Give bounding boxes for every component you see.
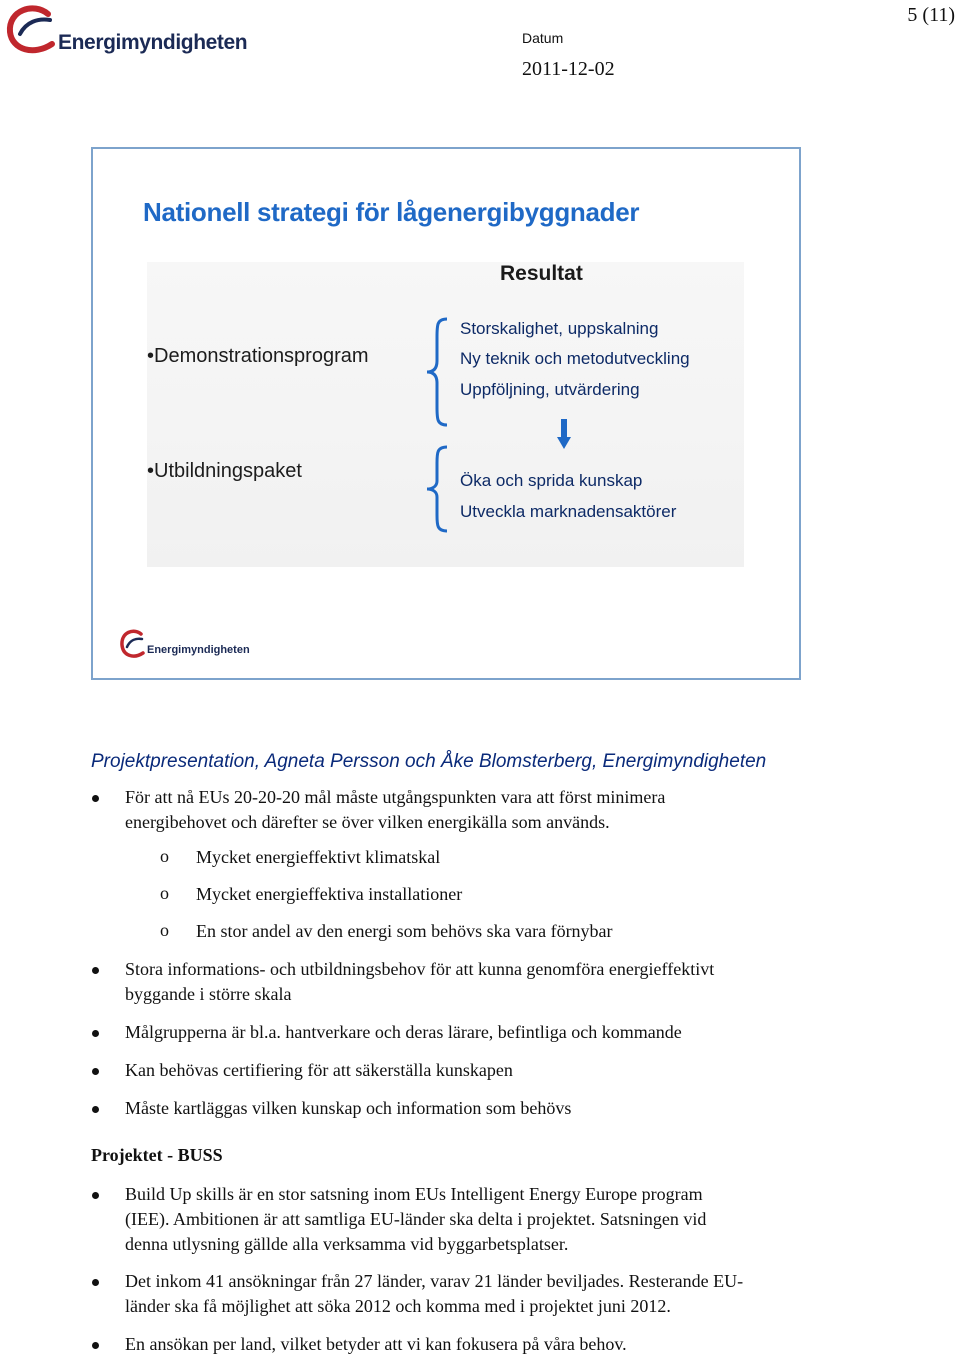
sub-item: Mycket energieffektiva installationer xyxy=(196,884,463,904)
brace-icon xyxy=(425,317,451,427)
embedded-slide xyxy=(91,147,801,680)
left-item-demonstration: •Demonstrationsprogram xyxy=(147,345,369,367)
bullet-text: denna utlysning gällde alla verksamma vid byggarbetsplatser. xyxy=(125,1234,569,1254)
page-number: 5 (11) xyxy=(907,4,955,26)
sub-item: En stor andel av den energi som behövs ska vara förnybar xyxy=(196,921,613,941)
brace-icon xyxy=(425,445,451,533)
bullet-text: länder ska få möjlighet att söka 2012 och komma med i projektet juni 2012. xyxy=(125,1296,671,1316)
energimyndigheten-logo xyxy=(4,4,248,58)
result-item: Öka och sprida kunskap xyxy=(460,471,643,490)
sub-bullet-icon: o xyxy=(160,920,169,940)
result-item: Utveckla marknadensaktörer xyxy=(460,502,677,521)
bullet-text: Måste kartläggas vilken kunskap och information som behövs xyxy=(125,1098,572,1118)
result-item: Uppföljning, utvärdering xyxy=(460,380,640,399)
result-item: Ny teknik och metodutveckling xyxy=(460,349,690,368)
bullet-text: Det inkom 41 ansökningar från 27 länder, varav 21 länder beviljades. Resterande EU- xyxy=(125,1271,744,1291)
slide-logo xyxy=(119,629,259,663)
sub-bullet-icon: o xyxy=(160,883,169,903)
result-item: Storskalighet, uppskalning xyxy=(460,319,659,338)
date-label: Datum xyxy=(522,30,564,46)
bullet-text: Build Up skills är en stor satsning inom EUs Intelligent Energy Europe program xyxy=(125,1184,703,1204)
logo-swoosh-icon xyxy=(4,4,64,58)
section-heading: Projektet - BUSS xyxy=(91,1145,223,1165)
slide-title: Nationell strategi för lågenergibyggnader xyxy=(143,197,640,227)
arrow-down-icon xyxy=(556,417,572,451)
bullet-icon xyxy=(92,795,99,802)
bullet-text: (IEE). Ambitionen är att samtliga EU-länder ska delta i projektet. Satsningen vid xyxy=(125,1209,707,1229)
date-value: 2011-12-02 xyxy=(522,58,615,80)
logo-text: Energimyndigheten xyxy=(58,31,248,54)
bullet-text: energibehovet och därefter se över vilken energikälla som används. xyxy=(125,812,610,832)
left-item-education: •Utbildningspaket xyxy=(147,460,302,482)
bullet-text: Stora informations- och utbildningsbehov för att kunna genomföra energieffektivt xyxy=(125,959,715,979)
slide-caption: Projektpresentation, Agneta Persson och Åke Blomsterberg, Energimyndigheten xyxy=(91,751,767,772)
bullet-icon xyxy=(92,1192,99,1199)
bullet-text: För att nå EUs 20-20-20 mål måste utgångspunkten vara att först minimera xyxy=(125,787,666,807)
bullet-text: Kan behövas certifiering för att säkerställa kunskapen xyxy=(125,1060,513,1080)
bullet-text: En ansökan per land, vilket betyder att vi kan fokusera på våra behov. xyxy=(125,1334,627,1354)
bullet-icon xyxy=(92,967,99,974)
result-heading: Resultat xyxy=(500,262,583,285)
bullet-icon xyxy=(92,1106,99,1113)
bullet-text: byggande i större skala xyxy=(125,984,292,1004)
bullet-icon xyxy=(92,1030,99,1037)
bullet-icon xyxy=(92,1279,99,1286)
bullet-icon xyxy=(92,1342,99,1349)
slide-logo-text: Energimyndigheten xyxy=(147,644,250,656)
bullet-icon xyxy=(92,1068,99,1075)
logo-swoosh-icon xyxy=(119,629,149,661)
sub-item: Mycket energieffektivt klimatskal xyxy=(196,847,441,867)
bullet-text: Målgrupperna är bl.a. hantverkare och deras lärare, befintliga och kommande xyxy=(125,1022,682,1042)
sub-bullet-icon: o xyxy=(160,846,169,866)
